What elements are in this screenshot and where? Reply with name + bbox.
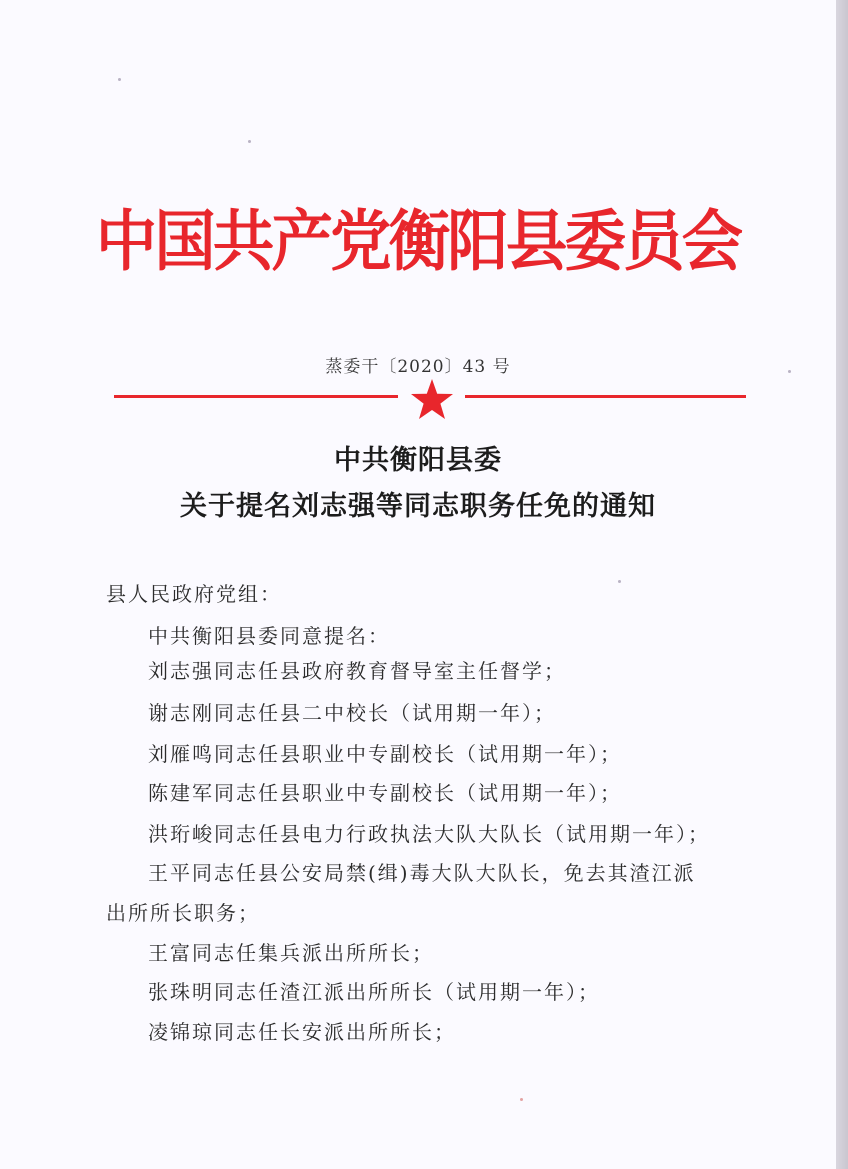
body-line: 谢志刚同志任县二中校长（试用期一年）；	[148, 701, 556, 725]
issuing-authority-header: 中国共产党衡阳县委员会	[95, 202, 741, 280]
body-line: 刘志强同志任县政府教育督导室主任督学；	[148, 659, 566, 683]
document-title-line-2: 关于提名刘志强等同志职务任免的通知	[180, 491, 656, 522]
body-line: 王富同志任集兵派出所所长；	[148, 941, 434, 965]
paper-speck	[248, 140, 251, 143]
paper-speck	[788, 370, 791, 373]
body-line: 凌锦琼同志任长安派出所所长；	[148, 1020, 456, 1044]
body-line: 张珠明同志任渣江派出所所长（试用期一年）；	[148, 980, 600, 1004]
body-line: 洪珩峻同志任县电力行政执法大队大队长（试用期一年）；	[148, 822, 710, 846]
body-line-continued: 出所所长职务；	[106, 901, 260, 925]
body-line: 王平同志任县公安局禁(缉)毒大队大队长，免去其渣江派	[148, 861, 696, 885]
paper-speck	[118, 78, 121, 81]
body-line: 中共衡阳县委同意提名：	[148, 624, 390, 648]
red-divider-right	[465, 395, 746, 398]
body-line: 刘雁鸣同志任县职业中专副校长（试用期一年）；	[148, 742, 622, 766]
salutation: 县人民政府党组：	[106, 582, 282, 606]
paper-speck	[520, 1098, 523, 1101]
red-star-icon	[410, 378, 454, 420]
paper-speck	[618, 580, 621, 583]
document-title-line-1: 中共衡阳县委	[334, 445, 502, 476]
document-number: 蒸委干〔2020〕43 号	[325, 357, 511, 377]
red-divider-left	[114, 395, 398, 398]
body-line: 陈建军同志任县职业中专副校长（试用期一年）；	[148, 781, 622, 805]
scan-edge	[836, 0, 848, 1169]
